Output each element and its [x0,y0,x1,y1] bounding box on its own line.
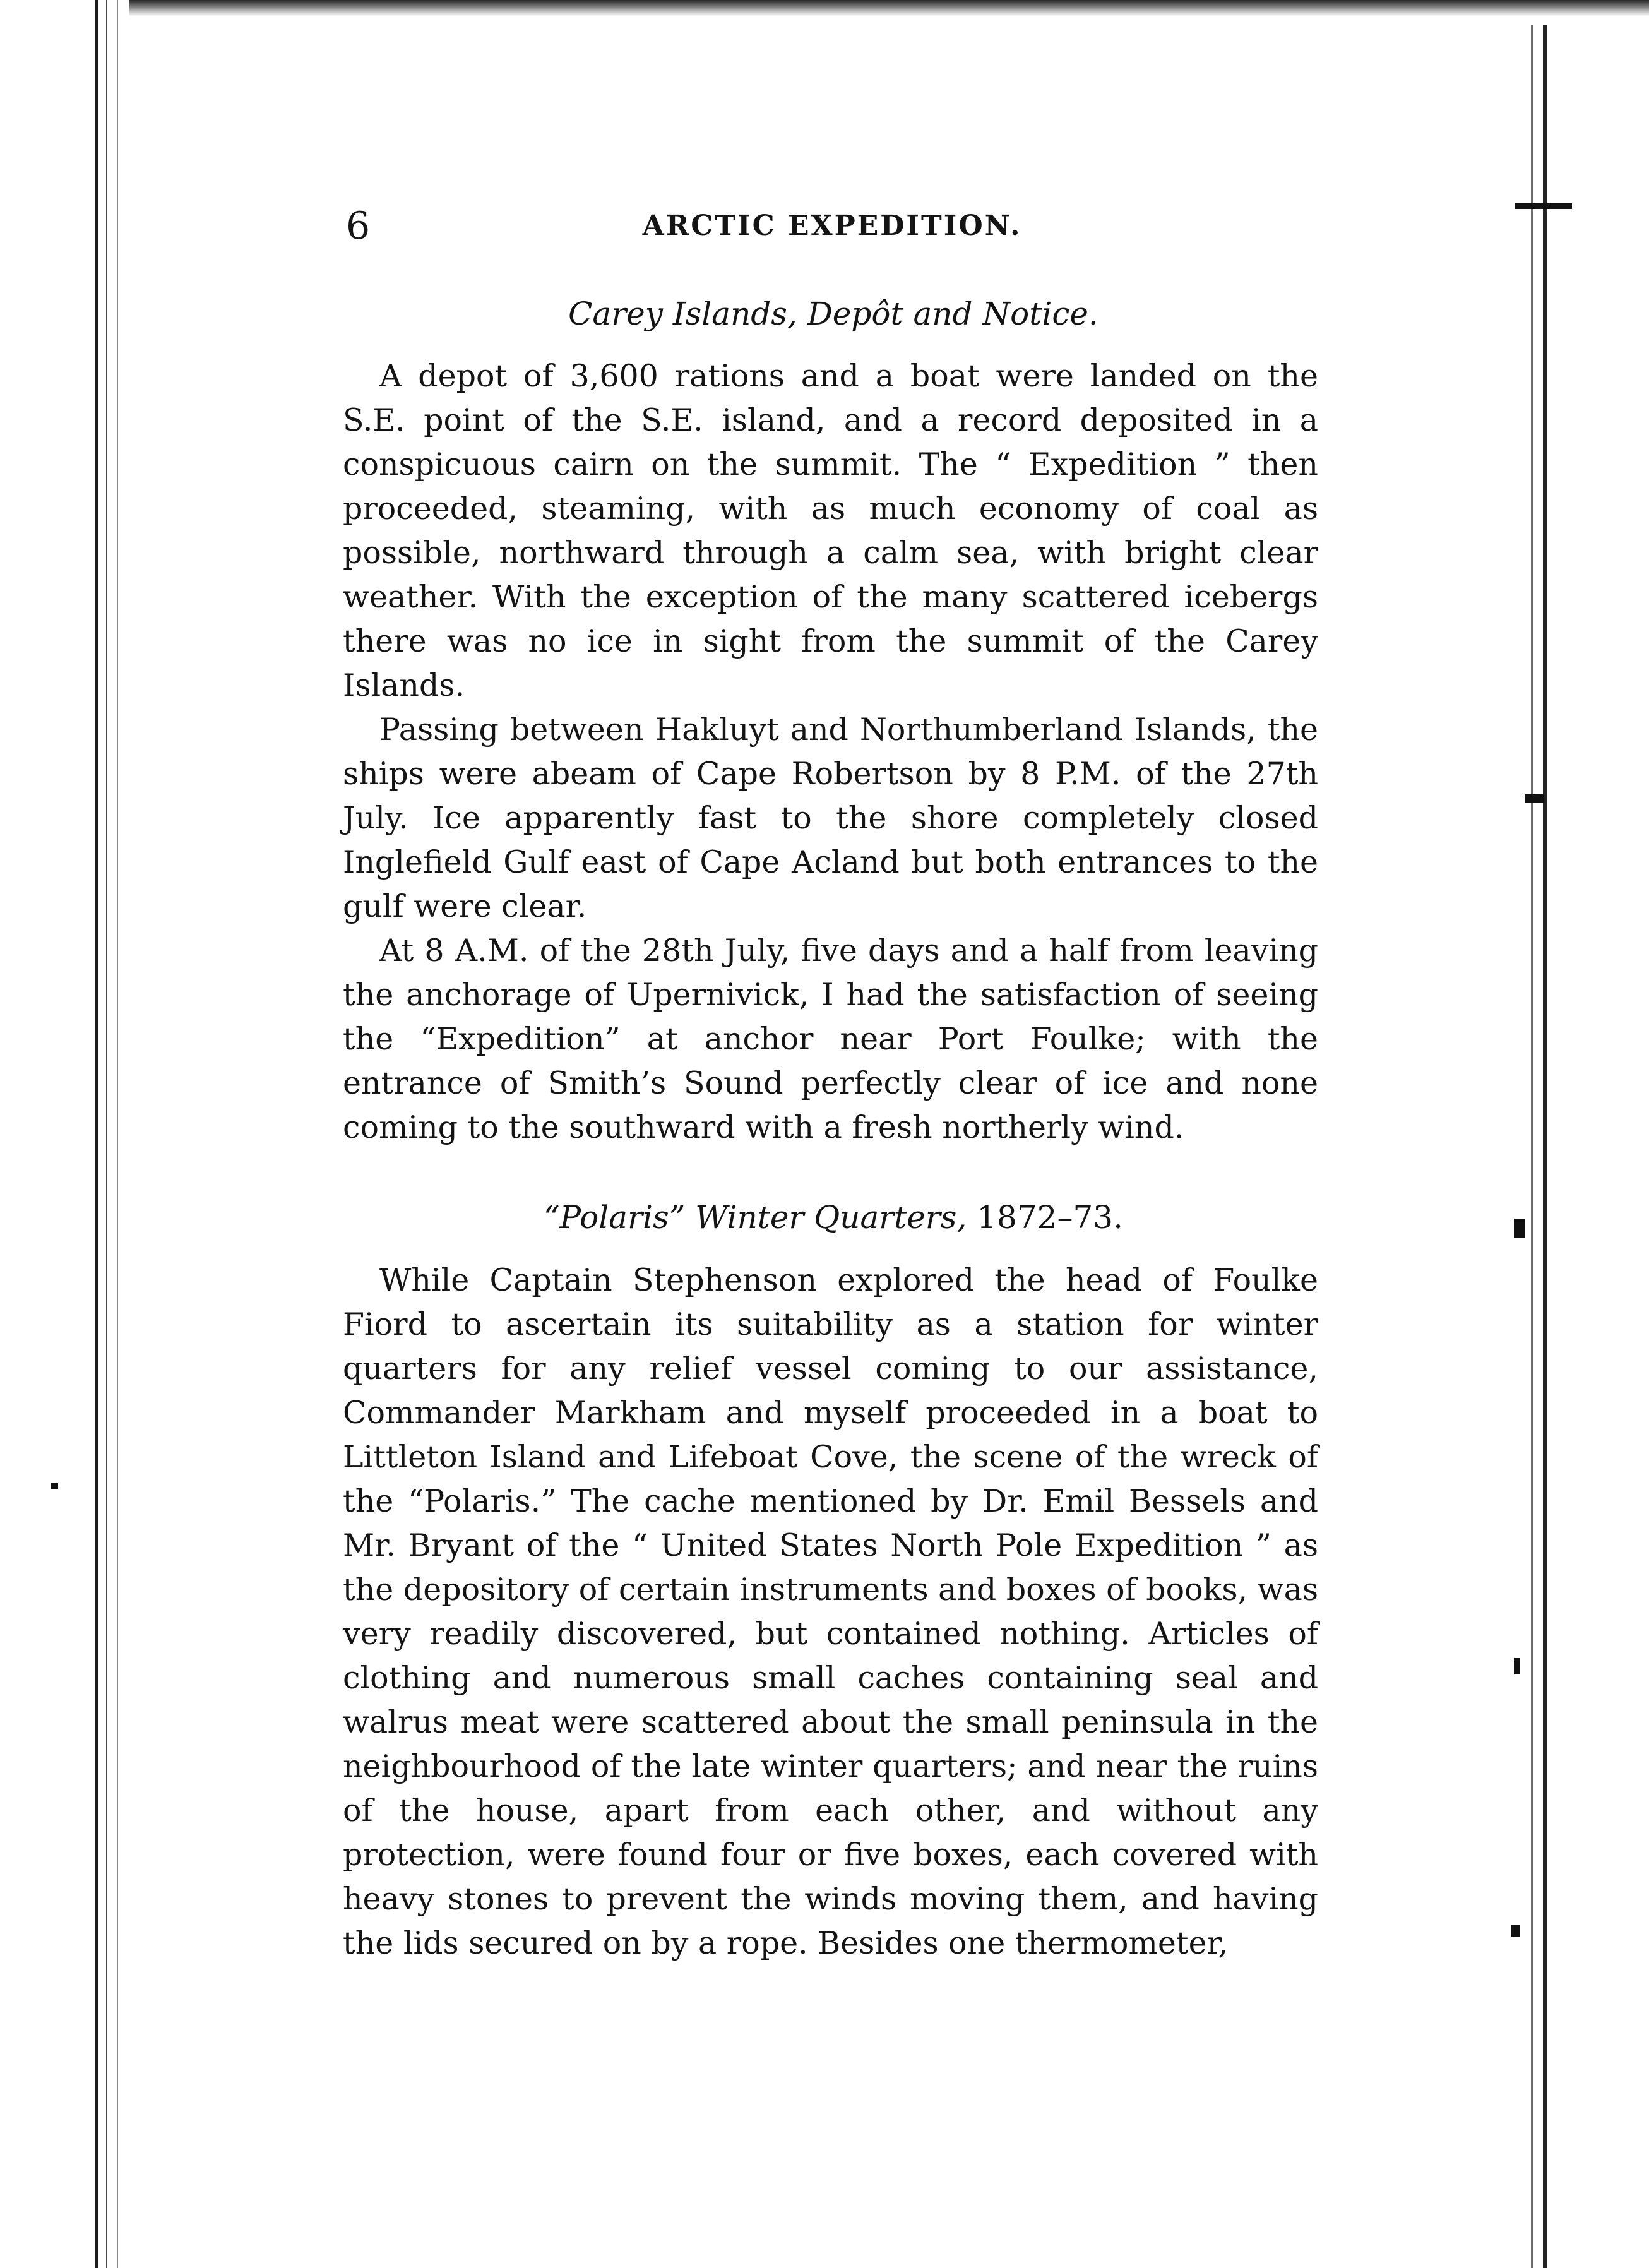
scan-right-edge [1543,25,1547,2268]
scan-notch [1514,1658,1520,1674]
scan-notch [1525,794,1544,803]
heading-italic-part: “Polaris” Winter Quarters, [544,1199,967,1236]
scan-left-edge [95,0,98,2268]
paragraph: Passing between Hakluyt and Northumberland Islands, the ships were abeam of Cape Robertson by 8 P.M. of the 27th July. Ice apparently fast to the shore completely closed Inglefield Gulf east of Cape Acland but both entrances to the gulf were clear. [343,712,1318,924]
scan-notch [1515,203,1572,209]
paragraph: At 8 A.M. of the 28th July, five days and a half from leaving the anchorage of Upernivick, I had the satisfaction of seeing the “Expedition” at anchor near Port Foulke; with the entrance of Smith’s Sound perfectly clear of ice and none coming to the southward with a fresh northerly wind. [343,933,1318,1145]
section-body-polaris [343,1258,1318,1966]
scan-left-edge [106,0,107,2268]
scan-notch [1514,1219,1525,1238]
running-title: ARCTIC EXPEDITION. [642,210,1022,242]
scan-notch [51,1483,58,1489]
scan-notch [1511,1925,1520,1937]
scan-top-edge [129,0,1649,16]
paragraph: While Captain Stephenson explored the head of Foulke Fiord to ascertain its suitability as a station for winter quarters for any relief vessel coming to our assistance, Commander Markham and myself proceeded in a boat to Littleton Island and Lifeboat Cove, the scene of the wreck of the “Polaris.” The cache mentioned by Dr. Emil Bessels and Mr. Bryant of the “ United States North Pole Expedition ” as the depository of certain instruments and boxes of books, was very readily discovered, but contained nothing. Articles of clothing and numerous small caches containing seal and walrus meat were scattered about the small peninsula in the neighbourhood of the late winter quarters; and near the ruins of the house, apart from each other, and without any protection, were found four or five boxes, each covered with heavy stones to prevent the winds moving them, and having the lids secured on by a rope. Besides one thermometer, [343,1262,1318,1961]
scan-left-edge [117,0,118,2268]
running-head [346,201,1318,251]
heading-years: 1872–73. [977,1199,1123,1236]
section-body-carey-islands [343,354,1318,1150]
scan-right-edge [1531,25,1533,2268]
section-heading-carey-islands: Carey Islands, Depôt and Notice. [568,295,1098,332]
page-number: 6 [346,204,371,248]
paragraph: A depot of 3,600 rations and a boat were landed on the S.E. point of the S.E. island, and a record deposited in a conspicuous cairn on the summit. The “ Expedition ” then proceeded, steaming, with as much economy of coal as possible, northward through a calm sea, with bright clear weather. With the exception of the many scattered icebergs there was no ice in sight from the summit of the Carey Islands. [343,358,1318,703]
section-heading-polaris-winter-quarters [341,1195,1326,1239]
